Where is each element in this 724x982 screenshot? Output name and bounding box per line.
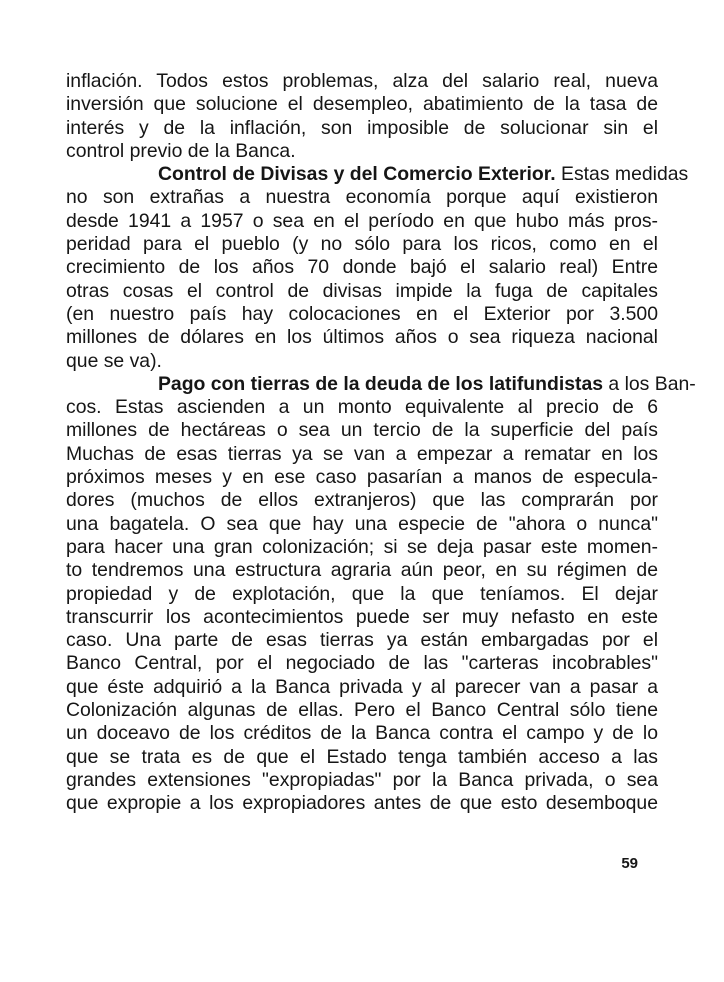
text-line: Colonización algunas de ellas. Pero el Banco Central sólo tiene xyxy=(66,699,658,722)
text-line: Muchas de esas tierras ya se van a empezar a rematar en los xyxy=(66,442,658,465)
text-line: que se va). xyxy=(66,349,162,372)
text-line: control previo de la Banca. xyxy=(66,139,296,162)
text-line: inversión que solucione el desempleo, abatimiento de la tasa de xyxy=(66,93,658,116)
text-line: dores (muchos de ellos extranjeros) que las comprarán por xyxy=(66,489,658,512)
text-line: millones de dólares en los últimos años o sea riqueza nacional xyxy=(66,326,658,349)
text-line: un doceavo de los créditos de la Banca contra el campo y de lo xyxy=(66,722,658,745)
text-line: que se trata es de que el Estado tenga también acceso a las xyxy=(66,745,658,768)
page-body xyxy=(66,70,696,816)
text-line: una bagatela. O sea que hay una especie de "ahora o nunca" xyxy=(66,512,658,535)
text-line: millones de hectáreas o sea un tercio de la superficie del país xyxy=(66,419,658,442)
heading-line-rest: a los Ban- xyxy=(603,372,696,395)
paragraph-inflation xyxy=(66,70,658,163)
text-line: caso. Una parte de esas tierras ya están embargadas por el xyxy=(66,629,658,652)
text-line xyxy=(66,163,689,186)
heading-line-rest: Estas medidas xyxy=(555,163,689,186)
text-line: que éste adquirió a la Banca privada y al parecer van a pasar a xyxy=(66,675,658,698)
text-line: para hacer una gran colonización; si se deja pasar este momen- xyxy=(66,535,658,558)
text-line: cos. Estas ascienden a un monto equivalente al precio de 6 xyxy=(66,396,658,419)
text-line: otras cosas el control de divisas impide la fuga de capitales xyxy=(66,279,658,302)
paragraph-control-divisas xyxy=(66,163,689,373)
text-line: grandes extensiones "expropiadas" por la Banca privada, o sea xyxy=(66,768,658,791)
text-line: transcurrir los acontecimientos puede ser muy nefasto en este xyxy=(66,605,658,628)
text-line: crecimiento de los años 70 donde bajó el salario real) Entre xyxy=(66,256,658,279)
text-line: interés y de la inflación, son imposible de solucionar sin el xyxy=(66,116,658,139)
text-line: próximos meses y en ese caso pasarían a manos de especula- xyxy=(66,466,658,489)
text-line: Banco Central, por el negociado de las "carteras incobrables" xyxy=(66,652,658,675)
text-line xyxy=(66,372,696,396)
text-line: (en nuestro país hay colocaciones en el Exterior por 3.500 xyxy=(66,302,658,325)
text-line: inflación. Todos estos problemas, alza del salario real, nueva xyxy=(66,70,658,92)
text-line: to tendremos una estructura agraria aún peor, en su régimen de xyxy=(66,559,658,582)
paragraph-pago-tierras xyxy=(66,372,696,816)
text-line: desde 1941 a 1957 o sea en el período en que hubo más pros- xyxy=(66,209,658,232)
section-heading: Pago con tierras de la deuda de los latifundistas xyxy=(158,372,604,395)
text-line: que expropie a los expropiadores antes de que esto desemboque xyxy=(66,792,658,815)
page-number: 59 xyxy=(621,855,638,872)
text-line: peridad para el pueblo (y no sólo para los ricos, como en el xyxy=(66,233,658,256)
section-heading: Control de Divisas y del Comercio Exterior. xyxy=(158,163,556,186)
text-line: propiedad y de explotación, que la que teníamos. El dejar xyxy=(66,582,658,605)
text-line: no son extrañas a nuestra economía porque aquí existieron xyxy=(66,186,658,209)
